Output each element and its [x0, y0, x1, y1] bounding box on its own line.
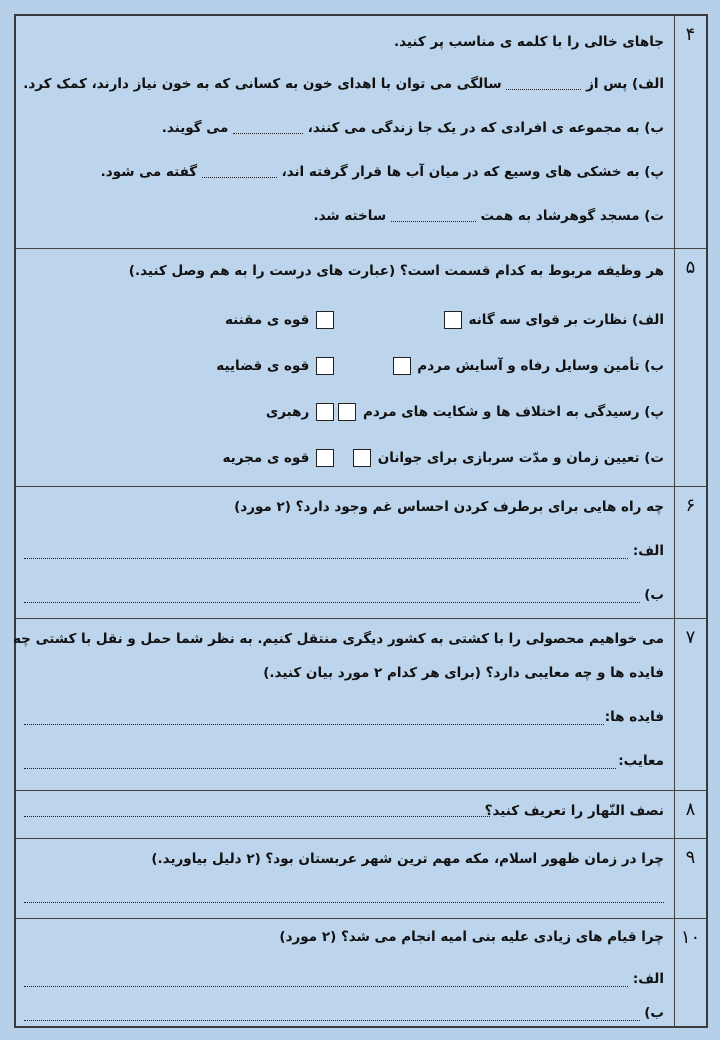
question-number: ۵ [674, 249, 706, 486]
question-title: جاهای خالی را با کلمه ی مناسب پر کنید. [393, 34, 664, 50]
blank-p: پ) به خشکی های وسیع که در میان آب ها قرار گرفته اند، گفته می شود. [100, 164, 664, 180]
match-right-2: قوه ی قضاییه [216, 357, 336, 375]
benefits-label: فایده ها: [604, 709, 664, 725]
answer-line[interactable] [24, 901, 664, 903]
blank-line[interactable] [391, 211, 476, 222]
answer-label-a: الف: [632, 971, 664, 987]
blank-line[interactable] [202, 167, 277, 178]
blank-b: ب) به مجموعه ی افرادی که در یک جا زندگی می کنند، می گویند. [161, 120, 664, 136]
question-title: چه راه هایی برای برطرف کردن احساس غم وجود دارد؟ (۲ مورد) [234, 499, 664, 515]
question-title: هر وظیفه مربوط به کدام قسمت است؟ (عبارت های درست را به هم وصل کنید.) [128, 263, 664, 279]
question-title: چرا در زمان ظهور اسلام، مکه مهم ترین شهر عربستان بود؟ (۲ دلیل بیاورید.) [151, 851, 664, 867]
match-right-4: قوه ی مجریه [223, 449, 337, 467]
answer-label-a: الف: [632, 543, 664, 559]
checkbox[interactable] [393, 357, 411, 375]
checkbox[interactable] [316, 403, 334, 421]
checkbox[interactable] [338, 403, 356, 421]
answer-line-b[interactable] [24, 1019, 640, 1021]
question-number: ۷ [674, 619, 706, 790]
question-number: ۴ [674, 16, 706, 248]
question-7 [12, 619, 706, 791]
answer-line-a[interactable] [24, 557, 628, 559]
checkbox[interactable] [353, 449, 371, 467]
answer-line-b[interactable] [24, 601, 640, 603]
answer-label-b: ب) [644, 587, 664, 603]
answer-label-b: ب) [644, 1005, 664, 1021]
match-right-3: رهبری [266, 403, 336, 421]
question-title-line-1: می خواهیم محصولی را با کشتی به کشور دیگری منتقل کنیم. به نظر شما حمل و نقل با کشتی چه [12, 631, 664, 647]
match-left-4: ت) تعیین زمان و مدّت سربازی برای جوانان [351, 449, 664, 467]
match-left-3: پ) رسیدگی به اختلاف ها و شکایت های مردم [336, 403, 664, 421]
blank-line[interactable] [506, 79, 581, 90]
question-title: چرا قیام های زیادی علیه بنی امیه انجام می شد؟ (۲ مورد) [279, 929, 664, 945]
checkbox[interactable] [316, 449, 334, 467]
checkbox[interactable] [444, 311, 462, 329]
question-4 [16, 16, 706, 249]
blank-line[interactable] [233, 123, 303, 134]
match-left-2: ب) تأمین وسایل رفاه و آسایش مردم [391, 357, 664, 375]
answer-line[interactable] [24, 815, 490, 817]
checkbox[interactable] [316, 311, 334, 329]
question-6 [16, 487, 706, 619]
blank-t: ت) مسجد گوهرشاد به همت ساخته شد. [313, 208, 664, 224]
question-number: ۹ [674, 839, 706, 918]
question-title-line-2: فایده ها و چه معایبی دارد؟ (برای هر کدام ۲ مورد بیان کنید.) [263, 665, 664, 681]
blank-a: الف) پس از سالگی می توان با اهدای خون به کسانی که به خون نیاز دارند، کمک کرد. [23, 76, 664, 92]
question-8 [16, 791, 706, 839]
exam-sheet [14, 14, 708, 1028]
checkbox[interactable] [316, 357, 334, 375]
benefits-line[interactable] [24, 723, 604, 725]
question-9 [16, 839, 706, 919]
question-title: نصف النّهار را تعریف کنید؟ [484, 803, 664, 819]
question-5 [16, 249, 706, 487]
question-number: ۱۰ [674, 919, 706, 1027]
question-number: ۶ [674, 487, 706, 618]
defects-line[interactable] [24, 767, 616, 769]
answer-line-a[interactable] [24, 985, 628, 987]
question-10 [16, 919, 706, 1027]
match-right-1: قوه ی مقننه [225, 311, 336, 329]
match-left-1: الف) نظارت بر قوای سه گانه [442, 311, 664, 329]
defects-label: معایب: [618, 753, 664, 769]
question-number: ۸ [674, 791, 706, 838]
